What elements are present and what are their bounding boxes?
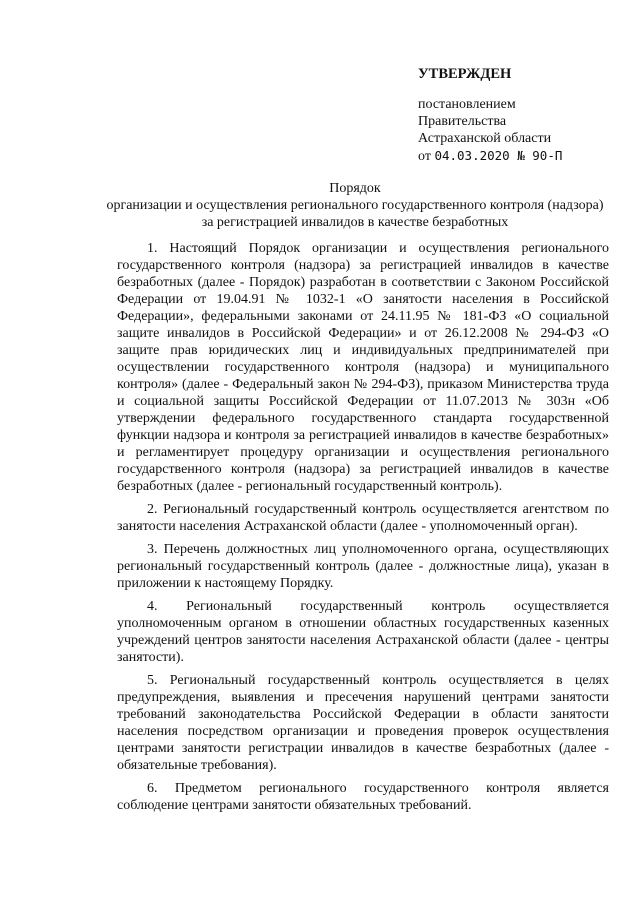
- approval-line-3: Астраханской области: [418, 131, 552, 146]
- approval-date-value: 04.03.2020 № 90-П: [434, 148, 563, 163]
- paragraph-4: 4. Региональный государственный контроль осуществляется уполномоченным органом в отношении областных государственных казенных учреждений центров занятости населения Астраханской области (далее - центры занятости).: [117, 599, 609, 665]
- paragraph-2: 2. Региональный государственный контроль осуществляется агентством по занятости населения Астраханской области (далее - уполномоченный орган).: [117, 502, 609, 534]
- paragraph-1: 1. Настоящий Порядок организации и осуществления регионального государственного контроля (надзора) за регистрацией инвалидов в качестве безработных (далее - Порядок) разработан в соответствии с Законом Российской Федерации от 19.04.91 № 1032-1 «О занятости населения в Российской Федерации», федеральными законами от 24.11.95 № 181-ФЗ «О социальной защите инвалидов в Российской Федерации» и от 26.12.2008 № 294-ФЗ «О защите прав юридических лиц и индивидуальных предпринимателей при осуществлении государственного контроля (надзора) и муниципального контроля» (далее - Федеральный закон № 294-ФЗ), приказом Министерства труда и социальной защиты Российской Федерации от 11.07.2013 № 303н «Об утверждении федерального государственного стандарта государственной функции надзора и контроля за регистрацией инвалидов в качестве безработных» и регламентирует процедуру организации и осуществления регионального государственного контроля (надзора) за регистрацией инвалидов в качестве безработных (далее - региональный государственный контроль).: [117, 241, 609, 494]
- paragraph-3: 3. Перечень должностных лиц уполномоченного органа, осуществляющих региональный государственный контроль (далее - должностные лица), указан в приложении к настоящему Порядку.: [117, 542, 609, 591]
- approval-date-prefix: от: [418, 149, 431, 164]
- document-heading: [100, 180, 610, 231]
- approval-line-1: постановлением: [418, 97, 516, 112]
- paragraph-5: 5. Региональный государственный контроль осуществляется в целях предупреждения, выявления и пресечения нарушений центрами занятости требований законодательства Российской Федерации в области занятости населения посредством организации и проведения проверок осуществления центрами занятости регистрации инвалидов в качестве безработных (далее - обязательные требования).: [117, 673, 609, 773]
- approval-title: УТВЕРЖДЕН: [418, 66, 512, 82]
- document-body: [117, 240, 609, 820]
- approval-line-2: Правительства: [418, 114, 507, 129]
- document-title: Порядок: [329, 181, 381, 196]
- document-subtitle: организации и осуществления регионального государственного контроля (надзора) за регистрацией инвалидов в качестве безработных: [106, 198, 604, 230]
- approval-block: [418, 66, 562, 165]
- approval-date-line: [418, 147, 562, 165]
- paragraph-6: 6. Предметом регионального государственного контроля является соблюдение центрами занятости обязательных требований.: [117, 781, 609, 813]
